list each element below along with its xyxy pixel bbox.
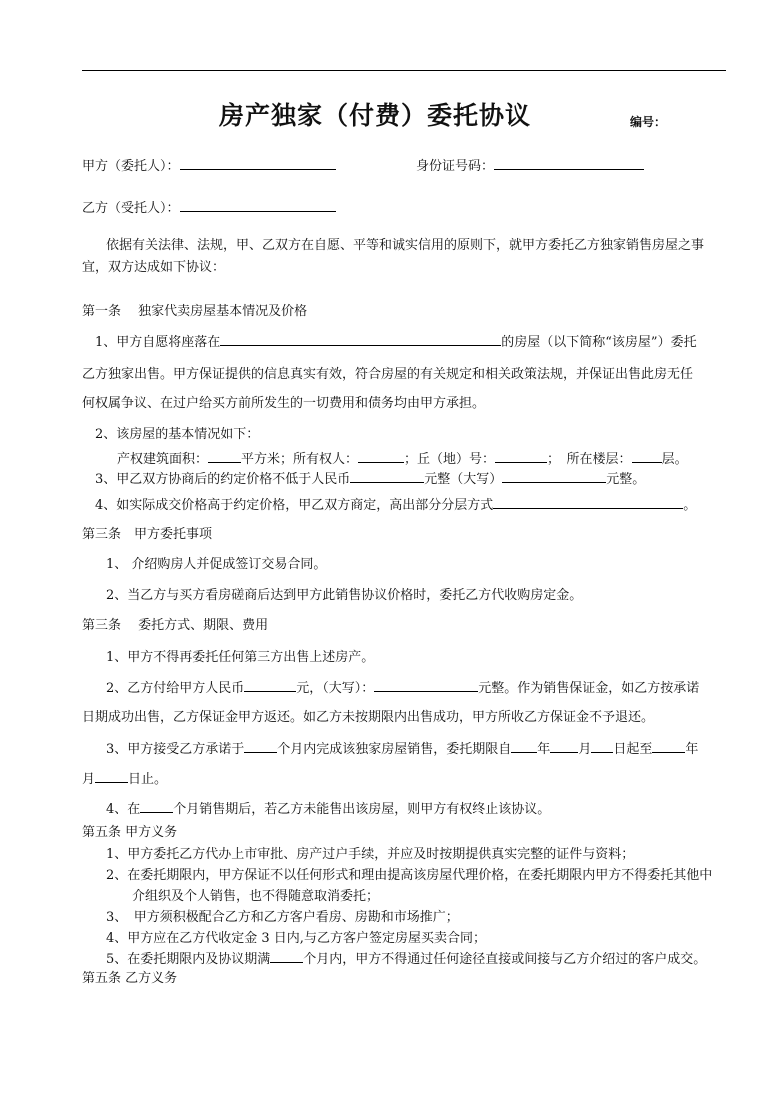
clause-1-1-line-3: 何权属争议、在过户给买方前所发生的一切费用和债务均由甲方承担。 [82, 396, 486, 411]
intro-paragraph-line-1: 依据有关法律、法规，甲、乙双方在自愿、平等和诚实信用的原则下，就甲方委托乙方独家销售房屋之事 [106, 238, 705, 253]
clause-1-2-details: 产权建筑面积： 平方米；所有权人： ；丘（地）号： ； 所在楼层： 层。 [117, 452, 688, 467]
clause-1-4: 4、如实际成交价格高于约定价格，甲乙双方商定，高出部分分层方式 。 [95, 498, 697, 513]
deposit-words-blank[interactable] [374, 679, 478, 692]
split-method-blank[interactable] [493, 496, 683, 509]
clause-3b-2-line-2: 日期成功出售，乙方保证金甲方返还。如乙方未按期限内出售成功，甲方所收乙方保证金不予退还。 [82, 710, 655, 725]
top-rule [82, 70, 726, 71]
id-number-line: 身份证号码： [416, 157, 644, 176]
clause-1-1-line-2: 乙方独家出售。甲方保证提供的信息真实有效，符合房屋的有关规定和相关政策法规，并保证出售此房无任 [82, 367, 694, 382]
start-day-blank[interactable] [591, 740, 613, 753]
deposit-number-blank[interactable] [244, 679, 296, 692]
clause-3-1: 1、 介绍购房人并促成签订交易合同。 [106, 557, 327, 572]
party-a-blank[interactable] [180, 157, 336, 170]
id-number-blank[interactable] [494, 157, 644, 170]
property-location-blank[interactable] [220, 333, 501, 346]
end-year-blank[interactable] [652, 740, 685, 753]
article-5-heading: 第五条 甲方义务 [82, 825, 178, 840]
floor-blank[interactable] [632, 450, 662, 463]
sales-period-blank[interactable] [140, 800, 173, 813]
owner-blank[interactable] [358, 450, 404, 463]
clause-1-2-heading: 2、该房屋的基本情况如下： [95, 427, 260, 442]
document-title: 房产独家（付费）委托协议 [218, 101, 531, 130]
start-month-blank[interactable] [550, 740, 578, 753]
party-b-line: 乙方（受托人）： [82, 199, 336, 218]
post-term-months-blank[interactable] [270, 950, 303, 963]
clause-3b-4: 4、在 个月销售期后，若乙方未能售出该房屋，则甲方有权终止该协议。 [106, 802, 551, 817]
party-b-blank[interactable] [180, 199, 336, 212]
document-number-label: 编号： [630, 115, 667, 129]
clause-5-2-line-1: 2、在委托期限内，甲方保证不以任何形式和理由提高该房屋代理价格，在委托期限内甲方不得委托其他中 [106, 868, 713, 883]
clause-5-5: 5、在委托期限内及协议期满 个月内，甲方不得通过任何途径直接或间接与乙方介绍过的客户成交。 [106, 952, 707, 967]
article-1-heading: 第一条 独家代卖房屋基本情况及价格 [82, 304, 308, 319]
clause-1-1-line-1: 1、甲方自愿将座落在 的房屋（以下简称“该房屋”）委托 [95, 335, 697, 350]
clause-3-2: 2、当乙方与买方看房磋商后达到甲方此销售协议价格时，委托乙方代收购房定金。 [106, 588, 583, 603]
area-blank[interactable] [208, 450, 241, 463]
price-number-blank[interactable] [350, 470, 424, 483]
land-number-blank[interactable] [495, 450, 547, 463]
start-year-blank[interactable] [511, 740, 537, 753]
months-blank[interactable] [244, 740, 277, 753]
clause-5-4: 4、甲方应在乙方代收定金 3 日内,与乙方客户签定房屋买卖合同； [106, 931, 486, 946]
clause-5-3: 3、 甲方须积极配合乙方和乙方客户看房、房勘和市场推广； [106, 910, 459, 925]
clause-5-2-line-2: 介组织及个人销售，也不得随意取消委托； [132, 889, 380, 904]
clause-3b-3-line-1: 3、甲方接受乙方承诺于 个月内完成该独家房屋销售，委托期限自 年 月 日起至 年 [106, 742, 699, 757]
intro-paragraph-line-2: 宜，双方达成如下协议： [82, 260, 226, 275]
article-5b-heading: 第五条 乙方义务 [82, 971, 178, 986]
clause-3b-2-line-1: 2、乙方付给甲方人民币 元，（大写）： 元整。作为销售保证金，如乙方按承诺 [106, 681, 700, 696]
clause-3b-1: 1、甲方不得再委托任何第三方出售上述房产。 [106, 650, 375, 665]
article-3-heading: 第三条 甲方委托事项 [82, 527, 213, 542]
clause-5-1: 1、甲方委托乙方代办上市审批、房产过户手续，并应及时按期提供真实完整的证件与资料； [106, 847, 635, 862]
end-month-blank[interactable] [95, 770, 128, 783]
party-a-line: 甲方（委托人）： [82, 157, 336, 176]
price-words-blank[interactable] [502, 470, 606, 483]
clause-3b-3-line-2: 月 日止。 [82, 772, 168, 787]
article-3b-heading: 第三条 委托方式、期限、费用 [82, 618, 269, 633]
clause-1-3: 3、甲乙双方协商后的约定价格不低于人民币 元整（大写） 元整。 [95, 472, 646, 487]
